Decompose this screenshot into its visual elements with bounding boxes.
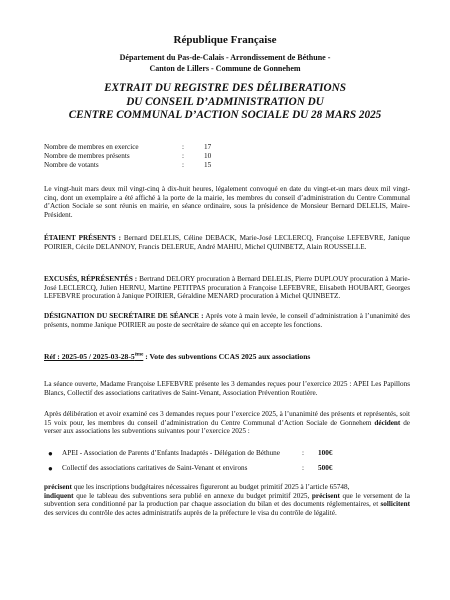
- list-item: [44, 446, 410, 461]
- count-colon: :: [182, 161, 184, 169]
- department-line-2: Canton de Lillers - Commune de Gonnehem: [149, 64, 301, 73]
- final-text: que le versement de la subvention sera conditionné par la production par chaque association du bilan et des documents réglementaires, et: [44, 491, 410, 509]
- count-row: [44, 152, 244, 161]
- subvention-label: APEI - Association de Parents d’Enfants Inadaptés - Délégation de Béthune: [62, 449, 280, 457]
- subvention-label: Collectif des associations caritatives de Saint-Venant et environs: [62, 464, 248, 472]
- count-label: Nombre de votants: [44, 161, 99, 169]
- convocation-paragraph: [44, 185, 410, 220]
- excuses-paragraph: [44, 275, 410, 301]
- rubric-title: : Vote des subventions CCAS 2025 aux associations: [143, 352, 311, 361]
- list-item: [44, 461, 410, 476]
- presents-text: Bernard DELELIS, Céline DEBACK, Marie-José LECLERCQ, Françoise LEFEBVRE, Janique POIRIER, Cécile DELANNOY, Francis DELERUE, André MAHIU, Michel QUINBETZ, Alain ROUSSELLE.: [44, 234, 410, 251]
- count-value: 10: [204, 152, 212, 160]
- count-label: Nombre de membres présents: [44, 152, 130, 160]
- rubric-ref-text: Réf : 2025-05 / 2025-03-28-5: [44, 352, 135, 361]
- presents-label: ÉTAIENT PRÉSENTS :: [44, 234, 121, 242]
- heading-line-1: EXTRAIT DU REGISTRE DES DÉLIBERATIONS: [104, 82, 346, 94]
- count-colon: :: [182, 143, 184, 151]
- secretaire-text: Après vote à main levée, le conseil d’administration à l’unanimité des présents, nomme Janique POIRIER au poste de secrétaire de séance qui en accepte les fonctions.: [44, 312, 410, 329]
- subventions-list: [44, 446, 410, 476]
- secretaire-paragraph: [44, 312, 410, 329]
- deliberation-decision: décident: [374, 418, 401, 427]
- final-text: que le tableau des subventions sera publié en annexe du budget primitif 2025,: [73, 491, 312, 500]
- count-label: Nombre de membres en exercice: [44, 143, 139, 151]
- final-verb: précisent: [311, 491, 340, 500]
- deliberation-paragraph: [44, 410, 410, 436]
- presents-paragraph: [44, 234, 410, 251]
- subvention-colon: :: [302, 464, 304, 472]
- count-value: 17: [204, 143, 212, 151]
- deliberation-text-end: de verser aux associations les subventions suivantes pour l’exercice 2025 :: [44, 418, 410, 436]
- subvention-amount: 500€: [318, 464, 333, 472]
- final-paragraph: [44, 483, 410, 518]
- department-header: [0, 52, 450, 74]
- heading-line-3: CENTRE COMMUNAL D’ACTION SOCIALE DU 28 MARS 2025: [68, 109, 382, 121]
- subvention-amount: 100€: [318, 449, 333, 457]
- bullet-icon: ●: [48, 449, 53, 458]
- department-line-1: Département du Pas-de-Calais - Arrondissement de Béthune -: [119, 53, 331, 62]
- heading-line-2: DU CONSEIL D’ADMINISTRATION DU: [126, 95, 324, 108]
- final-text: des services du contrôle des actes administratifs auprès de la préfecture le visa du contrôle de légalité.: [44, 509, 337, 518]
- bullet-icon: ●: [48, 464, 53, 473]
- deliberation-rubric: [44, 352, 310, 361]
- count-value: 15: [204, 161, 212, 169]
- rubric-reference: [44, 352, 143, 361]
- count-colon: :: [182, 152, 184, 160]
- final-verb: indiquent: [44, 491, 74, 500]
- excuses-label: EXCUSÉS, RÉPRÉSENTÉS :: [44, 275, 138, 283]
- member-counts: [44, 143, 244, 170]
- deliberation-text: Après délibération et avoir examiné ces 3 demandes reçues pour l’exercice 2025, à l’unanimité des présents et représentés, soit 15 voix pour, les membres du conseil d’administration du Centre Communal d’Action Sociale de Gonnehem: [44, 410, 410, 427]
- excuses-text: Bertrand DELORY procuration à Bernard DELELIS, Pierre DUPLOUY procuration à Marie-José LECLERCQ, Julien HERNU, Martine PETITPAS procuration à Françoise LEFEBVRE, Elisabeth HOUBART, Georges LEFEBVRE procuration à Janique POIRIER, Géraldine MENARD procuration à Michel QUINBETZ.: [44, 275, 410, 301]
- seance-text: La séance ouverte, Madame Françoise LEFEBVRE présente les 3 demandes reçues pour l’exercice 2025 : APEI Les Papillons Blancs, Collectif des associations caritatives de Saint-Venant, Association Prévention Routière.: [44, 380, 410, 397]
- rubric-ref-sup: ème: [134, 352, 144, 358]
- seance-paragraph: [44, 380, 410, 397]
- subvention-colon: :: [302, 449, 304, 457]
- final-verb: précisent: [44, 483, 72, 491]
- final-text: que les inscriptions budgétaires nécessaires figureront au budget primitif 2025 à l’article 65748,: [71, 483, 350, 491]
- final-verb: sollicitent: [380, 500, 410, 509]
- secretaire-label: DÉSIGNATION DU SECRÉTAIRE DE SÉANCE :: [44, 312, 204, 320]
- count-row: [44, 143, 244, 152]
- document-heading: [0, 82, 450, 123]
- republic-title: République Française: [173, 34, 277, 46]
- count-row: [44, 161, 244, 170]
- convocation-text: Le vingt-huit mars deux mil vingt-cinq à dix-huit heures, légalement convoqué en date du vingt-et-un mars deux mil vingt-cinq, dont un exemplaire a été affiché à la porte de la mairie, les membres du conseil d’administration du Centre Communal d’Action Sociale se sont réunis en mairie, en séance ordinaire, sous la présidence de Monsieur Bernard DELELIS, Maire-Président.: [44, 185, 410, 220]
